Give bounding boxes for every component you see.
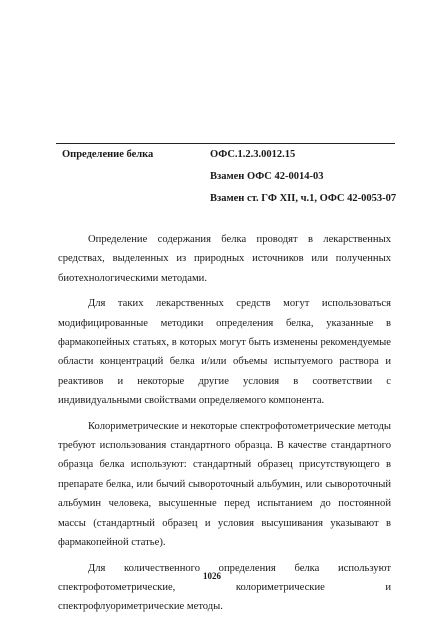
paragraph: Определение содержания белка проводят в лекарственных средствах, выделенных из природных источников или полученных биотехнологическими методами. — [58, 234, 391, 284]
paragraph: Для количественного определения белка используют спектрофотометрические, колориметрические и спектрофлуориметрические методы. — [58, 562, 391, 613]
document-header — [56, 143, 397, 204]
replaces-line-1: Взамен ОФС 42-0014-03 — [210, 171, 324, 182]
monograph-title: Определение белка — [62, 149, 154, 160]
monograph-code: ОФС.1.2.3.0012.15 — [210, 149, 296, 160]
page-number: 1026 — [203, 571, 221, 581]
monograph-codes — [210, 148, 396, 214]
paragraph: Колориметрические и некоторые спектрофотометрические методы требуют использования стандартного образца. В качестве стандартного образца белка используют: стандартный образец присутствующего в препарате белка, или бычий сывороточный альбумин, или сывороточный альбумин человека, высушенные перед испытанием до постоянной массы (стандартный образец и условия высушивания указывают в фармакопейной статье). — [58, 420, 391, 549]
replaces-line-2: Взамен ст. ГФ XII, ч.1, ОФС 42-0053-07 — [210, 193, 397, 204]
paragraph: Для таких лекарственных средств могут использоваться модифицированные методики определения белка, указанные в фармакопейных статьях, в которых могут быть изменены рекомендуемые области концентраций белка и/или объемы испытуемого раствора и реактивов и некоторые другие условия в соответствии с индивидуальными свойствами определяемого компонента. — [58, 298, 391, 407]
document-body — [58, 230, 391, 623]
